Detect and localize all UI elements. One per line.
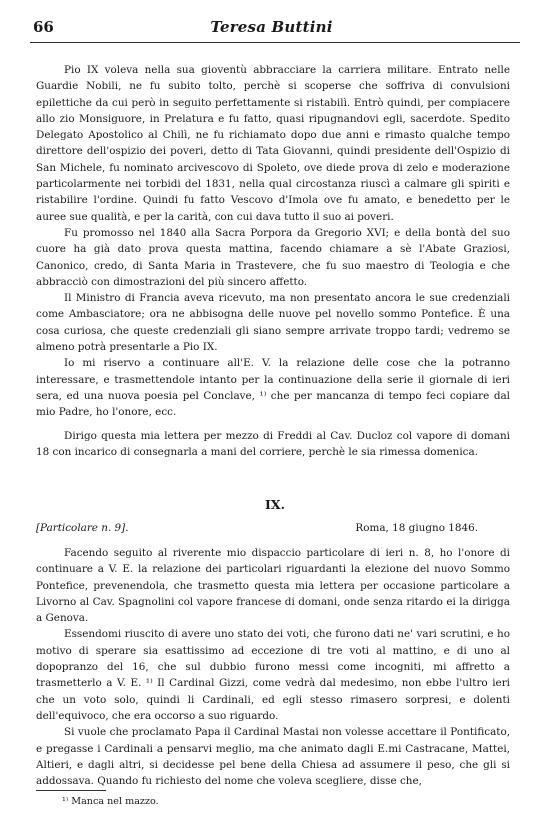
paragraph: Essendomi riuscito di avere uno stato dei voti, che furono dati ne' vari scrutini, e ho motivo di sperare sia esattissimo ad eccezione di tre voti al mattino, e di uno al dopopranzo del 16, che sul dubbio furono messi come incogniti, mi affretto a trasmetterlo a V. E. ¹⁾ Il Cardinal Gizzi, come vedrà dal medesimo, non ebbe l'ultro ieri che un voto solo, quindi li Cardinali, ed egli stesso rimasero sorpresi, e dolenti dell'equivoco, che era occorso a suo riguardo. <box>36 628 510 722</box>
place-date: Roma, 18 giugno 1846. <box>355 522 478 534</box>
running-title: Teresa Buttini <box>210 18 333 36</box>
page-number: 66 <box>33 18 54 36</box>
paragraph: Il Ministro di Francia aveva ricevuto, ma non presentato ancora le sue credenziali come Ambasciatore; ora ne abbisogna delle nuove pel novello sommo Pontefice. È una cosa curiosa, che queste credenziali gli siano sempre arrivate troppo tardi; vedremo se almeno potrà presentarle a Pio IX. <box>36 292 510 354</box>
section-numeral: IX. <box>265 497 285 512</box>
footnote-text: Manca nel mazzo. <box>71 796 159 807</box>
postscript-block <box>36 428 510 461</box>
page-header <box>33 18 510 42</box>
footnote <box>62 796 159 807</box>
footnote-rule <box>36 790 106 791</box>
postscript: Dirigo questa mia lettera per mezzo di Freddi al Cav. Ducloz col vapore di domani 18 con incarico di consegnarla a mani del corriere, perchè le sia rimessa domenica. <box>36 430 510 459</box>
header-rule <box>30 42 520 43</box>
dateline <box>36 522 510 534</box>
paragraph: Pio IX voleva nella sua gioventù abbracciare la carriera militare. Entrato nelle Guardie Nobili, ne fu subito tolto, perchè si scoperse che soffriva di convulsioni epilettiche da cui però in seguito perfettamente si ristabilì. Entrò quindi, per compiacere allo zio Monsiguore, in Prelatura e fu fatto, quasi ripugnandovi egli, sacerdote. Spedito Delegato Apostolico al Chilì, ne fu richiamato dopo due anni e rimasto qualche tempo direttore dell'ospizio dei poveri, detto di Tata Giovanni, quindi presidente dell'Ospizio di San Michele, fu nominato arcivescovo di Spoleto, ove diede prova di zelo e moderazione particolarmente nei torbidi del 1831, nella qual circostanza riuscì a calmare gli spiriti e ristabilire l'ordine. Quindi fu fatto Vescovo d'Imola ove fu amato, e benedetto per le auree sue qualità, e per la carità, con cui dava tutto il suo ai poveri. <box>36 64 510 223</box>
paragraph: Io mi riservo a continuare all'E. V. la relazione delle cose che la potranno interessare, e trasmettendole intanto per la continuazione della serie il giornale di ieri sera, ed una nuova poesia pel Conclave, ¹⁾ che per mancanza di tempo feci copiare dal mio Padre, ho l'onore, ecc. <box>36 357 510 419</box>
letter-body <box>36 62 510 421</box>
paragraph: Fu promosso nel 1840 alla Sacra Porpora da Gregorio XVI; e della bontà del suo cuore ha già dato prova questa mattina, facendo chiamare a sè l'Abate Graziosi, Canonico, credo, di Santa Maria in Trastevere, che fu suo maestro di Teologia e che abbracciò con dimostrazioni del più sincero affetto. <box>36 226 510 288</box>
paragraph: Si vuole che proclamato Papa il Cardinal Mastai non volesse accettare il Pontificato, e pregasse i Cardinali a pensarvi meglio, ma che animato dagli E.mi Castracane, Mattei, Altieri, e dagli altri, si decidesse pel bene della Chiesa ad assumere il peso, che gli si addossava. Quando fu richiesto del nome che voleva scegliere, disse che, <box>36 726 510 788</box>
document-reference: [Particolare n. 9]. <box>36 522 129 534</box>
paragraph: Facendo seguito al riverente mio dispaccio particolare di ieri n. 8, ho l'onore di continuare a V. E. la relazione dei particolari riguardanti la elezione del nuovo Sommo Pontefice, prevenendola, che trasmetto questa mia lettera per occasione particolare a Livorno al Cav. Spagnolini col vapore francese di domani, onde senza ritardo ei la dirigga a Genova. <box>36 547 510 625</box>
section-body <box>36 545 510 789</box>
footnote-marker: ¹⁾ <box>62 796 69 807</box>
